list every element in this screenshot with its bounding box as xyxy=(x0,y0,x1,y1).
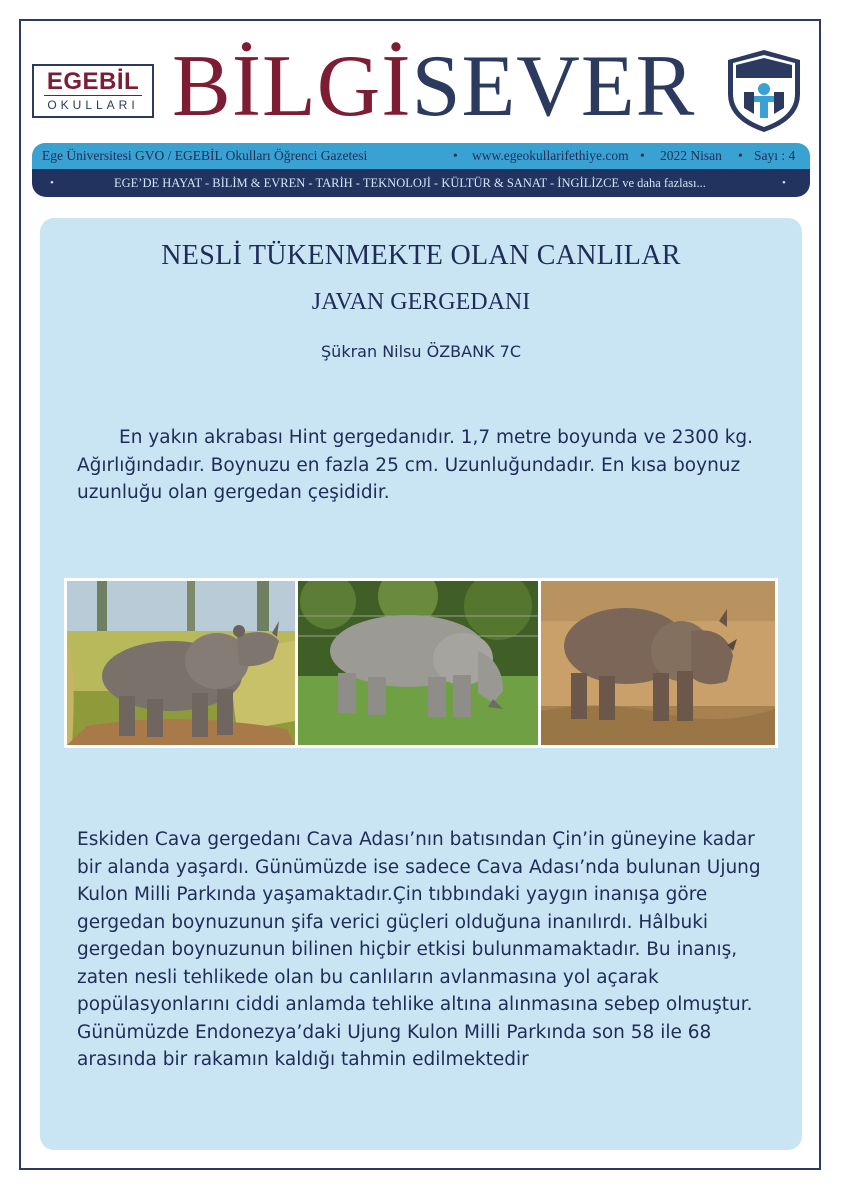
category-bar xyxy=(32,169,810,197)
info-bar xyxy=(32,143,810,169)
website-link[interactable]: www.egeokullarifethiye.com xyxy=(472,148,629,163)
intro-paragraph: En yakın akrabası Hint gergedanıdır. 1,7 metre boyunda ve 2300 kg. Ağırlığındadır. Boynuzu en fazla 25 cm. Uzunluğundadır. En kısa boynuz uzunluğu olan gergedan çeşididir. xyxy=(77,427,754,503)
info-bullet: • xyxy=(453,148,458,163)
rhino-photo-dry-field xyxy=(541,581,775,745)
university-seal-icon xyxy=(726,48,802,134)
issue-date: 2022 Nisan xyxy=(660,148,722,163)
category-bullet: • xyxy=(50,177,54,189)
section-title: NESLİ TÜKENMEKTE OLAN CANLILAR xyxy=(161,240,681,271)
egebil-logo xyxy=(32,64,154,118)
article-title: JAVAN GERGEDANI xyxy=(311,289,531,315)
body-paragraph: Eskiden Cava gergedanı Cava Adası’nın batısından Çin’in güneyine kadar bir alanda yaşardı. Günümüzde ise sadece Cava Adası’nda bulunan Ujung Kulon Milli Parkında yaşamaktadır.Çin tıbbındaki yaygın inanışa göre gergedan boynuzunun şifa verici güçleri olduğuna inanılırdı. Hâlbuki gergedan boynuzunun bilinen hiçbir etkisi bulunmamaktadır. Bu inanış, zaten nesli tehlikede olan bu canlıların avlanmasına yol açarak popülasyonlarını ciddi anlamda tehlike altına alınmasına sebep olmuştur. Günümüzde Endonezya’daki Ujung Kulon Milli Parkında son 58 ile 68 arasında bir rakamın kaldığı tahmin edilmektedir xyxy=(77,829,761,1070)
publisher-text: Ege Üniversitesi GVO / EGEBİL Okulları Öğrenci Gazetesi xyxy=(42,148,368,163)
logo-subtitle: OKULLARI xyxy=(44,95,142,114)
info-bullet: • xyxy=(640,148,645,163)
category-list: EGE’DE HAYAT - BİLİM & EVREN - TARİH - TEKNOLOJİ - KÜLTÜR & SANAT - İNGİLİZCE ve daha fazlası... xyxy=(114,176,706,190)
photo-strip xyxy=(64,578,778,748)
newspaper-masthead xyxy=(172,38,696,135)
masthead-part-2: SEVER xyxy=(411,38,696,135)
article-panel xyxy=(40,218,802,1150)
info-bullet: • xyxy=(738,148,743,163)
category-bullet: • xyxy=(782,177,786,189)
rhino-photo-grassland xyxy=(67,581,295,745)
rhino-photo-grazing xyxy=(298,581,538,745)
logo-wordmark: EGEBİL xyxy=(46,68,140,95)
article-author: Şükran Nilsu ÖZBANK 7C xyxy=(321,342,521,361)
masthead-part-1: BİLGİ xyxy=(172,38,412,135)
issue-number: Sayı : 4 xyxy=(754,148,796,163)
